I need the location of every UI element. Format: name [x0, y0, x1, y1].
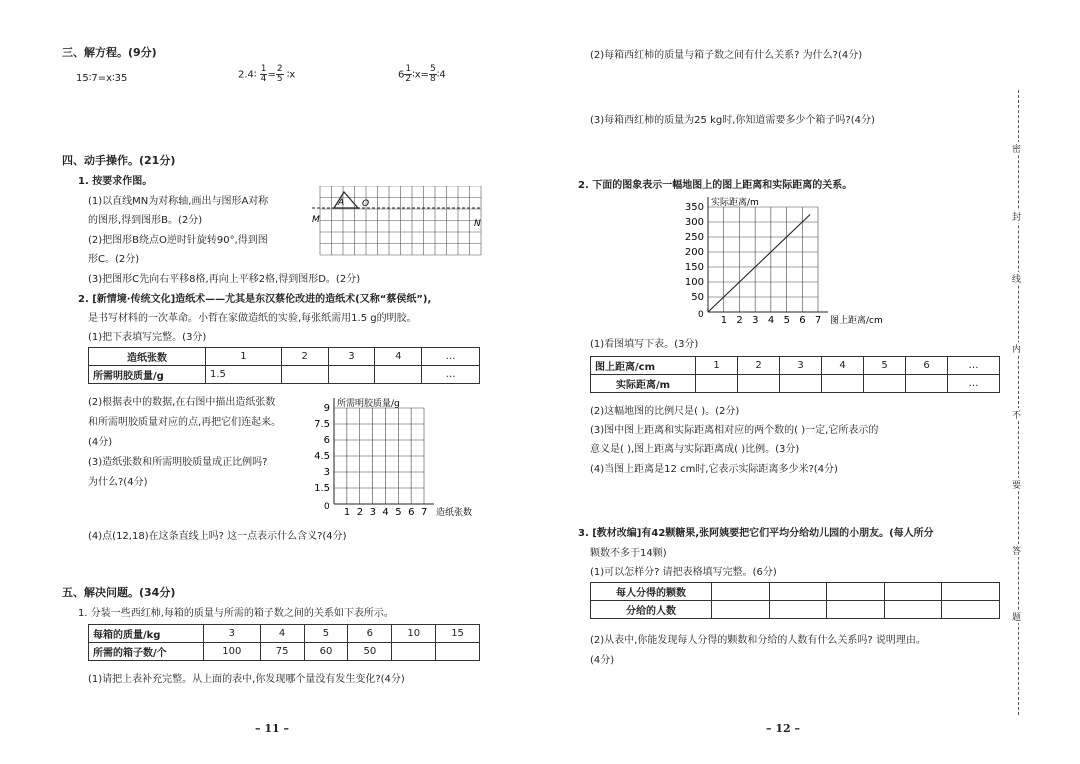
- chart-y-tick-label: 7.5: [314, 419, 330, 430]
- q2-text-b: 是书写材料的一次革命。小哲在家做造纸的实验,每张纸需用1.5 g的明胶。: [88, 313, 417, 324]
- r-q1-3: (3)每箱西红柿的质量为25 kg时,你知道需要多少个箱子吗?(4分): [590, 115, 875, 126]
- chart2-xlabel: 图上距离/cm: [830, 316, 883, 326]
- q2-2c: (4分): [88, 437, 113, 448]
- chart-y-tick-label: 150: [684, 262, 704, 273]
- table-cell: …: [948, 357, 1000, 375]
- q1-2a: (2)把图形B绕点O逆时针旋转90°,得到图: [88, 235, 268, 246]
- q1-3: (3)把图形C先向右平移8格,再向上平移2格,得到图形D。(2分): [88, 274, 361, 285]
- chart-x-tick-label: 7: [421, 507, 428, 518]
- chart-y-tick-label: 3: [323, 467, 330, 478]
- drawing-grid: [312, 186, 492, 266]
- chart-x-tick-label: 5: [783, 315, 790, 326]
- chart-y-tick-label: 100: [684, 277, 704, 288]
- table-cell-input[interactable]: [712, 583, 770, 601]
- chart-y-tick-label: 350: [684, 202, 704, 213]
- chart-x-tick-label: 1: [343, 507, 351, 518]
- table-cell: 75: [260, 643, 304, 661]
- chart-y-tick-label: 50: [691, 292, 704, 303]
- table-cell: 5: [304, 625, 348, 643]
- table-row: [89, 348, 480, 366]
- table-cell: 5: [864, 357, 906, 375]
- table-row: [89, 366, 480, 384]
- table-cell-input[interactable]: [328, 366, 375, 384]
- table-cell: 100: [204, 643, 261, 661]
- chart-series-line: [708, 215, 810, 313]
- q5-1: 1. 分装一些西红柿,每箱的质量与所需的箱子数之间的关系如下表所示。: [78, 608, 394, 619]
- table-cell: 每箱的质量/kg: [89, 625, 204, 643]
- table-cell: 1: [696, 357, 738, 375]
- eq3-f2-num: 5: [430, 64, 436, 74]
- r-q2-4: (4)当图上距离是12 cm时,它表示实际距离多少米?(4分): [590, 464, 838, 475]
- table-cell: 10: [392, 625, 436, 643]
- q1-heading: 1. 按要求作图。: [78, 176, 153, 187]
- table-cell: 6: [906, 357, 948, 375]
- table-row: [591, 583, 1000, 601]
- r-q2: 2. 下面的图象表示一幅地图上的图上距离和实际距离的关系。: [578, 180, 853, 191]
- table-cell: 每人分得的颗数: [591, 583, 712, 601]
- chart2-origin: 0: [698, 310, 704, 320]
- chart-x-tick-label: 6: [408, 507, 415, 518]
- q2-text-a-inner: 2. [新情境·传统文化]造纸术——尤其是东汉蔡伦改进的造纸术(又称“蔡侯纸”),: [78, 294, 432, 305]
- chart-x-tick-label: 5: [395, 507, 402, 518]
- r-q2-2: (2)这幅地图的比例尺是( )。(2分): [590, 406, 740, 417]
- table-cell-input[interactable]: [822, 375, 864, 393]
- binding-char: 题: [1012, 610, 1021, 623]
- chart1-ylabel: 所需明胶质量/g: [337, 399, 400, 409]
- chart-x-tick-label: 1: [720, 315, 728, 326]
- eq2-frac1: [260, 65, 268, 84]
- table-cell: 4: [822, 357, 864, 375]
- table-cell: …: [422, 366, 480, 384]
- table-cell: 3: [328, 348, 375, 366]
- label-n: N: [474, 219, 481, 229]
- table-cell-input[interactable]: [884, 601, 942, 619]
- r-q2-3a: (3)图中图上距离和实际距离相对应的两个数的( )一定,它所表示的: [590, 425, 879, 436]
- chart-y-tick-label: 300: [684, 217, 704, 228]
- table-row: [89, 643, 480, 661]
- distance-chart: [672, 192, 902, 332]
- chart1-origin: 0: [324, 502, 330, 512]
- eq3-f1-den: 2: [405, 74, 412, 84]
- eq2-f2-den: 5: [276, 74, 283, 84]
- chart-x-tick-label: 2: [356, 507, 364, 518]
- q1-1b: 的图形,得到图形B。(2分): [88, 215, 203, 226]
- binding-char: 答: [1012, 544, 1021, 557]
- table-paper-glue: [88, 347, 480, 384]
- equation-2: 2.4∶ $\frac{1}{4}$ = $\frac{2}{5}$ ∶x: [238, 64, 296, 84]
- label-o: O: [362, 199, 370, 209]
- chart-y-tick-label: 250: [684, 232, 704, 243]
- equation-3: [398, 65, 446, 84]
- table-cell-input[interactable]: [780, 375, 822, 393]
- eq2-post: ∶x: [286, 69, 296, 81]
- page-number-left: – 11 –: [255, 722, 289, 735]
- eq3-frac2: [429, 65, 437, 84]
- eq3-f1-num: 1: [405, 64, 412, 74]
- table-cell-input[interactable]: [738, 375, 780, 393]
- table-cell-input[interactable]: [942, 601, 1000, 619]
- table-distance: [590, 356, 1000, 393]
- r-q3b: 颗数不多于14颗): [590, 548, 667, 559]
- table-cell-input[interactable]: [906, 375, 948, 393]
- table-cell: 15: [436, 625, 480, 643]
- table-cell: 所需的箱子数/个: [89, 643, 204, 661]
- r-q3-1: (1)可以怎样分? 请把表格填写完整。(6分): [590, 567, 777, 578]
- table-cell-input[interactable]: [392, 643, 436, 661]
- section-4-title: 四、动手操作。(21分): [62, 154, 176, 167]
- table-cell: 2: [738, 357, 780, 375]
- q2-3a: (3)造纸张数和所需明胶质量成正比例吗?: [88, 457, 268, 468]
- r-q2-3b: 意义是( ),图上距离与实际距离成( )比例。(3分): [590, 444, 800, 455]
- eq3-mid: ∶x=: [412, 69, 430, 81]
- label-a: A: [338, 198, 345, 208]
- chart-y-tick-label: 200: [684, 247, 704, 258]
- chart-y-tick-label: 6: [323, 435, 330, 446]
- table-cell-input[interactable]: [864, 375, 906, 393]
- table-cell: 60: [304, 643, 348, 661]
- table-cell: 4: [375, 348, 422, 366]
- chart-y-tick-label: 9: [323, 403, 330, 414]
- table-cell-input[interactable]: [375, 366, 422, 384]
- table-cell: 所需明胶质量/g: [89, 366, 206, 384]
- label-m: M: [312, 215, 320, 225]
- chart-y-tick-label: 4.5: [314, 451, 330, 462]
- table-row: [591, 375, 1000, 393]
- table-cell: 造纸张数: [89, 348, 206, 366]
- glue-chart: [310, 392, 490, 520]
- section-5-title: 五、解决问题。(34分): [62, 586, 176, 599]
- q5-1-1: (1)请把上表补充完整。从上面的表中,你发现哪个量没有发生变化?(4分): [88, 674, 405, 685]
- binding-char: 内: [1012, 342, 1021, 355]
- r-q1-2: (2)每箱西红柿的质量与箱子数之间有什么关系? 为什么?(4分): [590, 50, 863, 61]
- table-cell: …: [422, 348, 480, 366]
- table-cell-input[interactable]: 1.5: [206, 366, 282, 384]
- eq2-f2-num: 2: [276, 64, 283, 74]
- eq2-f1-num: 1: [260, 64, 267, 74]
- table-cell-input[interactable]: [827, 583, 885, 601]
- table-cell-input[interactable]: [942, 583, 1000, 601]
- table-cell-input[interactable]: [769, 601, 827, 619]
- binding-char: 要: [1012, 478, 1021, 491]
- chart-x-tick-label: 4: [382, 507, 389, 518]
- binding-char: 不: [1012, 408, 1021, 421]
- chart-y-tick-label: 1.5: [314, 483, 330, 494]
- table-cell: 2: [281, 348, 328, 366]
- q1-1a: (1)以直线MN为对称轴,画出与图形A对称: [88, 196, 269, 207]
- table-cell: 图上距离/cm: [591, 357, 696, 375]
- chart-x-tick-label: 2: [736, 315, 743, 326]
- binding-char: 密: [1012, 142, 1021, 155]
- chart-x-tick-label: 7: [815, 315, 822, 326]
- eq3-pre: 6: [398, 69, 405, 81]
- table-cell: 3: [204, 625, 261, 643]
- page-number-right: – 12 –: [766, 722, 800, 735]
- binding-char: 封: [1012, 210, 1021, 223]
- q2-1: (1)把下表填写完整。(3分): [88, 332, 207, 343]
- chart-x-tick-label: 6: [799, 315, 806, 326]
- table-cell: 50: [348, 643, 392, 661]
- table-cell: …: [948, 375, 1000, 393]
- table-cell: 6: [348, 625, 392, 643]
- q2-3b: 为什么?(4分): [88, 477, 148, 488]
- q2-2b: 和所需明胶质量对应的点,再把它们连起来。: [88, 417, 282, 428]
- eq2-frac2: [276, 65, 284, 84]
- r-q2-1: (1)看图填写下表。(3分): [590, 339, 699, 350]
- r-q3a: 3. [教材改编]有42颗糖果,张阿姨要把它们平均分给幼儿园的小朋友。(每人所分: [578, 528, 934, 539]
- chart-x-tick-label: 3: [752, 315, 759, 326]
- eq2-f1-den: 4: [260, 74, 267, 84]
- table-cell: 3: [780, 357, 822, 375]
- r-q3-2b: (4分): [590, 655, 615, 666]
- table-cell: 分给的人数: [591, 601, 712, 619]
- table-cell: 4: [260, 625, 304, 643]
- table-row: [591, 601, 1000, 619]
- eq2-pre: 2.4∶: [238, 69, 257, 81]
- eq3-f2-den: 8: [430, 74, 436, 84]
- table-cell-input[interactable]: [769, 583, 827, 601]
- binding-char: 线: [1012, 272, 1021, 285]
- q2-text-a: [78, 290, 431, 305]
- table-cell-input[interactable]: [281, 366, 328, 384]
- chart-x-tick-label: 4: [767, 315, 775, 326]
- table-cell-input[interactable]: [827, 601, 885, 619]
- chart1-xlabel: 造纸张数: [436, 508, 473, 518]
- table-candy: [590, 582, 1000, 619]
- q2-2a: (2)根据表中的数据,在右图中描出造纸张数: [88, 397, 276, 408]
- eq3-frac1: [404, 65, 412, 84]
- table-cell-input[interactable]: [884, 583, 942, 601]
- table-tomato: [88, 624, 480, 661]
- eq3-post: ∶4: [436, 69, 446, 81]
- chart-x-tick-label: 3: [369, 507, 376, 518]
- r-q3-2a: (2)从表中,你能发现每人分得的颗数和分给的人数有什么关系吗? 说明理由。: [590, 635, 926, 646]
- table-cell: 1: [206, 348, 282, 366]
- table-cell-input[interactable]: [712, 601, 770, 619]
- table-cell: 实际距离/m: [591, 375, 696, 393]
- q2-4: (4)点(12,18)在这条直线上吗? 这一点表示什么含义?(4分): [88, 531, 347, 542]
- table-row: [591, 357, 1000, 375]
- table-row: [89, 625, 480, 643]
- chart2-ylabel: 实际距离/m: [711, 198, 759, 208]
- table-cell-input[interactable]: [436, 643, 480, 661]
- q1-2b: 形C。(2分): [88, 254, 140, 265]
- table-cell-input[interactable]: [696, 375, 738, 393]
- section-3-title: 三、解方程。(9分): [62, 46, 157, 59]
- equation-1: 15∶7=x∶35: [76, 73, 128, 84]
